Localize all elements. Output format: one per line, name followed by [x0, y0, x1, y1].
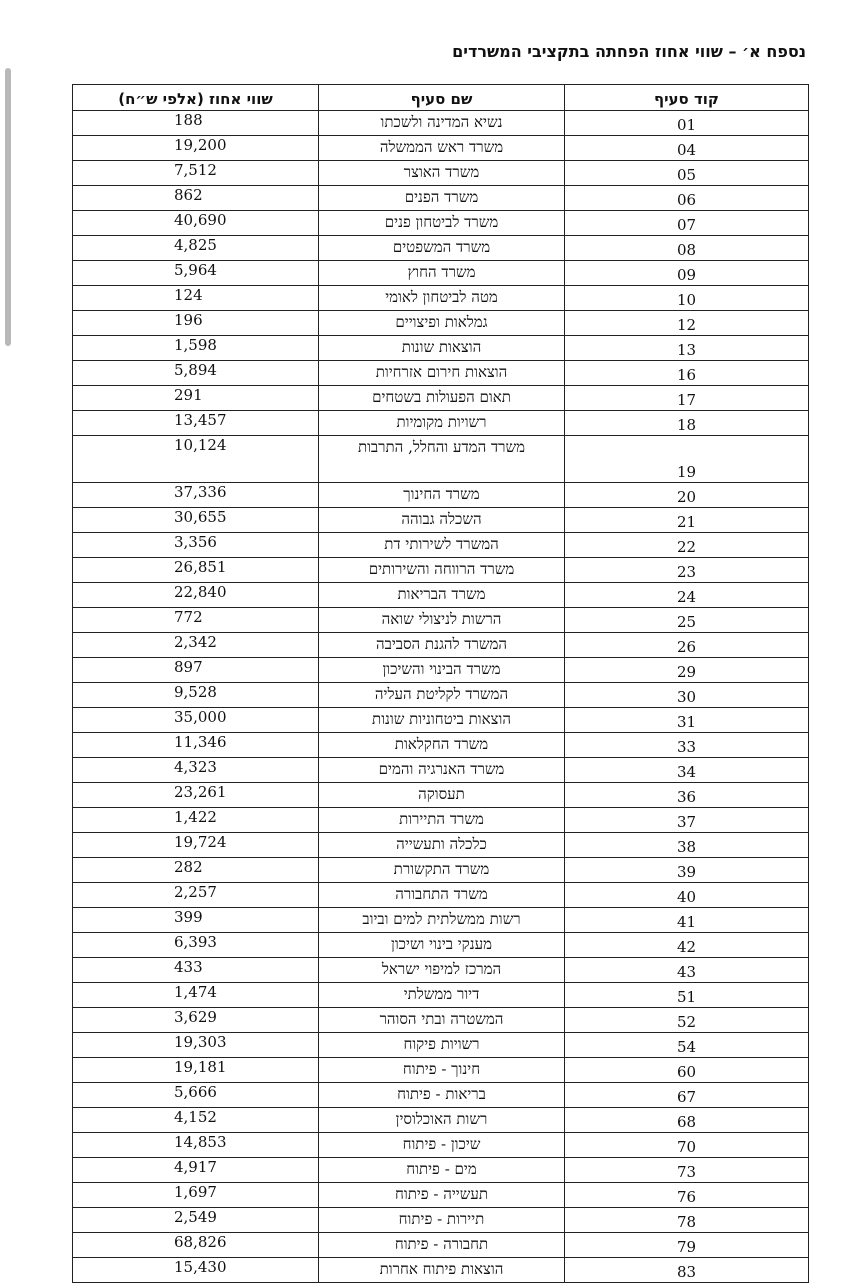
- name-cell: המרכז למיפוי ישראל: [319, 958, 565, 983]
- table-row: [73, 1033, 809, 1058]
- value-cell: 5,894: [73, 361, 319, 386]
- table-row: [73, 436, 809, 483]
- value-cell: 15,430: [73, 1258, 319, 1283]
- name-cell: תעסוקה: [319, 783, 565, 808]
- table-row: [73, 633, 809, 658]
- code-cell: 42: [565, 933, 809, 958]
- code-cell: 07: [565, 211, 809, 236]
- value-cell: 40,690: [73, 211, 319, 236]
- code-cell: 18: [565, 411, 809, 436]
- code-cell: 51: [565, 983, 809, 1008]
- table-row: [73, 608, 809, 633]
- code-cell: 36: [565, 783, 809, 808]
- code-cell: 41: [565, 908, 809, 933]
- code-cell: 09: [565, 261, 809, 286]
- value-cell: 35,000: [73, 708, 319, 733]
- code-cell: 10: [565, 286, 809, 311]
- code-cell: 16: [565, 361, 809, 386]
- value-cell: 1,697: [73, 1183, 319, 1208]
- table-row: [73, 311, 809, 336]
- name-cell: הוצאות חירום אזרחיות: [319, 361, 565, 386]
- name-cell: חינוך - פיתוח: [319, 1058, 565, 1083]
- table-row: [73, 1233, 809, 1258]
- table-row: [73, 1208, 809, 1233]
- value-cell: 4,152: [73, 1108, 319, 1133]
- name-cell: משרד החינוך: [319, 483, 565, 508]
- table-row: [73, 111, 809, 136]
- name-cell: משרד ראש הממשלה: [319, 136, 565, 161]
- name-cell: משרד המשפטים: [319, 236, 565, 261]
- table-row: [73, 708, 809, 733]
- name-cell: רשויות מקומיות: [319, 411, 565, 436]
- value-cell: 433: [73, 958, 319, 983]
- name-cell: משרד הפנים: [319, 186, 565, 211]
- value-cell: 7,512: [73, 161, 319, 186]
- value-cell: 19,303: [73, 1033, 319, 1058]
- name-cell: משרד לביטחון פנים: [319, 211, 565, 236]
- budget-table-container: [72, 84, 808, 1283]
- table-row: [73, 933, 809, 958]
- code-cell: 21: [565, 508, 809, 533]
- name-cell: תאום הפעולות בשטחים: [319, 386, 565, 411]
- table-header-row: [73, 85, 809, 111]
- value-cell: 19,200: [73, 136, 319, 161]
- code-cell: 83: [565, 1258, 809, 1283]
- header-value: שווי אחוז (אלפי ש״ח): [73, 85, 319, 111]
- value-cell: 196: [73, 311, 319, 336]
- name-cell: משרד התיירות: [319, 808, 565, 833]
- table-row: [73, 883, 809, 908]
- value-cell: 5,964: [73, 261, 319, 286]
- code-cell: 06: [565, 186, 809, 211]
- code-cell: 08: [565, 236, 809, 261]
- table-row: [73, 336, 809, 361]
- value-cell: 68,826: [73, 1233, 319, 1258]
- table-row: [73, 161, 809, 186]
- name-cell: רשות האוכלוסין: [319, 1108, 565, 1133]
- value-cell: 124: [73, 286, 319, 311]
- table-row: [73, 808, 809, 833]
- table-row: [73, 658, 809, 683]
- scrollbar[interactable]: [5, 68, 11, 346]
- table-row: [73, 833, 809, 858]
- table-row: [73, 783, 809, 808]
- value-cell: 13,457: [73, 411, 319, 436]
- code-cell: 22: [565, 533, 809, 558]
- name-cell: הוצאות שונות: [319, 336, 565, 361]
- value-cell: 1,598: [73, 336, 319, 361]
- value-cell: 19,724: [73, 833, 319, 858]
- value-cell: 11,346: [73, 733, 319, 758]
- value-cell: 26,851: [73, 558, 319, 583]
- header-code: קוד סעיף: [565, 85, 809, 111]
- value-cell: 2,549: [73, 1208, 319, 1233]
- table-row: [73, 136, 809, 161]
- name-cell: המשטרה ובתי הסוהר: [319, 1008, 565, 1033]
- name-cell: המשרד להגנת הסביבה: [319, 633, 565, 658]
- name-cell: משרד החקלאות: [319, 733, 565, 758]
- table-row: [73, 533, 809, 558]
- table-row: [73, 286, 809, 311]
- code-cell: 73: [565, 1158, 809, 1183]
- table-row: [73, 1083, 809, 1108]
- table-row: [73, 1258, 809, 1283]
- value-cell: 3,356: [73, 533, 319, 558]
- table-row: [73, 983, 809, 1008]
- table-row: [73, 1158, 809, 1183]
- value-cell: 291: [73, 386, 319, 411]
- value-cell: 22,840: [73, 583, 319, 608]
- code-cell: 30: [565, 683, 809, 708]
- code-cell: 52: [565, 1008, 809, 1033]
- table-row: [73, 361, 809, 386]
- value-cell: 10,124: [73, 436, 319, 483]
- name-cell: משרד האנרגיה והמים: [319, 758, 565, 783]
- name-cell: מים - פיתוח: [319, 1158, 565, 1183]
- value-cell: 3,629: [73, 1008, 319, 1033]
- value-cell: 772: [73, 608, 319, 633]
- code-cell: 37: [565, 808, 809, 833]
- value-cell: 37,336: [73, 483, 319, 508]
- value-cell: 399: [73, 908, 319, 933]
- code-cell: 76: [565, 1183, 809, 1208]
- name-cell: משרד התקשורת: [319, 858, 565, 883]
- name-cell: גמלאות ופיצויים: [319, 311, 565, 336]
- name-cell: משרד האוצר: [319, 161, 565, 186]
- table-row: [73, 1108, 809, 1133]
- code-cell: 33: [565, 733, 809, 758]
- code-cell: 04: [565, 136, 809, 161]
- value-cell: 14,853: [73, 1133, 319, 1158]
- code-cell: 26: [565, 633, 809, 658]
- table-row: [73, 1183, 809, 1208]
- value-cell: 23,261: [73, 783, 319, 808]
- value-cell: 2,257: [73, 883, 319, 908]
- code-cell: 67: [565, 1083, 809, 1108]
- value-cell: 188: [73, 111, 319, 136]
- value-cell: 5,666: [73, 1083, 319, 1108]
- code-cell: 13: [565, 336, 809, 361]
- table-row: [73, 908, 809, 933]
- name-cell: בריאות - פיתוח: [319, 1083, 565, 1108]
- table-row: [73, 1133, 809, 1158]
- code-cell: 31: [565, 708, 809, 733]
- code-cell: 25: [565, 608, 809, 633]
- table-row: [73, 1058, 809, 1083]
- value-cell: 4,323: [73, 758, 319, 783]
- table-row: [73, 211, 809, 236]
- name-cell: שיכון - פיתוח: [319, 1133, 565, 1158]
- code-cell: 29: [565, 658, 809, 683]
- budget-table: [72, 84, 809, 1283]
- code-cell: 40: [565, 883, 809, 908]
- name-cell: תעשייה - פיתוח: [319, 1183, 565, 1208]
- value-cell: 9,528: [73, 683, 319, 708]
- value-cell: 19,181: [73, 1058, 319, 1083]
- name-cell: משרד הבינוי והשיכון: [319, 658, 565, 683]
- value-cell: 897: [73, 658, 319, 683]
- table-row: [73, 1008, 809, 1033]
- code-cell: 23: [565, 558, 809, 583]
- code-cell: 12: [565, 311, 809, 336]
- name-cell: הוצאות ביטחוניות שונות: [319, 708, 565, 733]
- code-cell: 54: [565, 1033, 809, 1058]
- name-cell: מטה לביטחון לאומי: [319, 286, 565, 311]
- name-cell: רשות ממשלתית למים וביוב: [319, 908, 565, 933]
- name-cell: המשרד לקליטת העליה: [319, 683, 565, 708]
- name-cell: מענקי בינוי ושיכון: [319, 933, 565, 958]
- table-row: [73, 186, 809, 211]
- table-row: [73, 261, 809, 286]
- name-cell: כלכלה ותעשייה: [319, 833, 565, 858]
- table-row: [73, 733, 809, 758]
- code-cell: 19: [565, 436, 809, 483]
- code-cell: 68: [565, 1108, 809, 1133]
- table-row: [73, 386, 809, 411]
- name-cell: משרד הבריאות: [319, 583, 565, 608]
- table-row: [73, 683, 809, 708]
- name-cell: המשרד לשירותי דת: [319, 533, 565, 558]
- value-cell: 1,474: [73, 983, 319, 1008]
- table-row: [73, 858, 809, 883]
- table-row: [73, 236, 809, 261]
- table-row: [73, 508, 809, 533]
- value-cell: 4,917: [73, 1158, 319, 1183]
- header-name: שם סעיף: [319, 85, 565, 111]
- code-cell: 70: [565, 1133, 809, 1158]
- table-row: [73, 483, 809, 508]
- name-cell: משרד החוץ: [319, 261, 565, 286]
- table-row: [73, 958, 809, 983]
- code-cell: 39: [565, 858, 809, 883]
- name-cell: נשיא המדינה ולשכתו: [319, 111, 565, 136]
- value-cell: 1,422: [73, 808, 319, 833]
- name-cell: הרשות לניצולי שואה: [319, 608, 565, 633]
- table-row: [73, 583, 809, 608]
- name-cell: הוצאות פיתוח אחרות: [319, 1258, 565, 1283]
- name-cell: משרד המדע והחלל, התרבות: [319, 436, 565, 483]
- code-cell: 20: [565, 483, 809, 508]
- code-cell: 38: [565, 833, 809, 858]
- name-cell: משרד התחבורה: [319, 883, 565, 908]
- code-cell: 79: [565, 1233, 809, 1258]
- code-cell: 01: [565, 111, 809, 136]
- code-cell: 78: [565, 1208, 809, 1233]
- value-cell: 30,655: [73, 508, 319, 533]
- name-cell: תיירות - פיתוח: [319, 1208, 565, 1233]
- table-row: [73, 758, 809, 783]
- code-cell: 34: [565, 758, 809, 783]
- value-cell: 6,393: [73, 933, 319, 958]
- table-body: [73, 111, 809, 1283]
- table-row: [73, 558, 809, 583]
- table-row: [73, 411, 809, 436]
- code-cell: 05: [565, 161, 809, 186]
- name-cell: משרד הרווחה והשירותים: [319, 558, 565, 583]
- name-cell: השכלה גבוהה: [319, 508, 565, 533]
- code-cell: 24: [565, 583, 809, 608]
- code-cell: 60: [565, 1058, 809, 1083]
- page-title: נספח א׳ – שווי אחוז הפחתה בתקציבי המשרדים: [452, 42, 806, 61]
- code-cell: 17: [565, 386, 809, 411]
- value-cell: 282: [73, 858, 319, 883]
- name-cell: דיור ממשלתי: [319, 983, 565, 1008]
- name-cell: תחבורה - פיתוח: [319, 1233, 565, 1258]
- code-cell: 43: [565, 958, 809, 983]
- value-cell: 2,342: [73, 633, 319, 658]
- value-cell: 862: [73, 186, 319, 211]
- value-cell: 4,825: [73, 236, 319, 261]
- name-cell: רשויות פיקוח: [319, 1033, 565, 1058]
